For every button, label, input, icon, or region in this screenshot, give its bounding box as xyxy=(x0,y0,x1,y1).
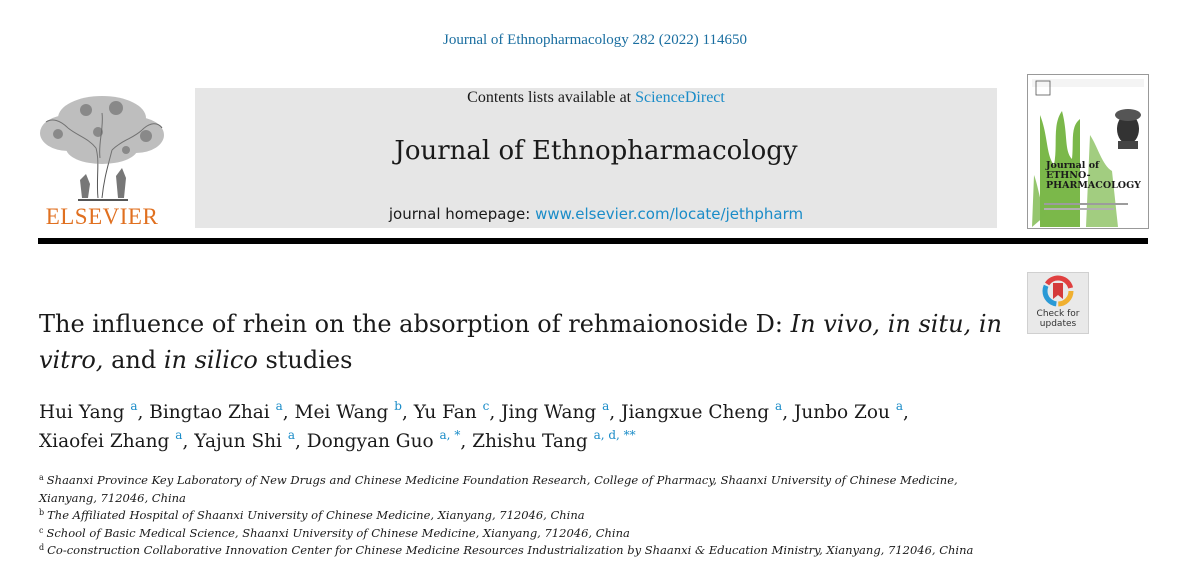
affiliation xyxy=(39,542,1019,560)
author-list: Hui Yang $^a$, Bingtao Zhai $^a$, Mei Wang $^b$, Yu Fan $^c$, Jing Wang $^a$, Jiangxue Cheng $^a$, Junbo Zou $^a$, Xiaofei Zhang $^a$, Yajun Shi $^a$, Dongyan Guo $^{a, *}$, Zhishu Tang $^{a, d, **}$ xyxy=(39,399,909,452)
author-affiliation-link[interactable]: a xyxy=(175,428,183,442)
affiliation xyxy=(39,525,1019,543)
journal-cover[interactable] xyxy=(1027,74,1149,229)
contents-prefix: Contents lists available at xyxy=(467,89,636,106)
tree-icon xyxy=(38,88,166,206)
author xyxy=(621,399,783,423)
sciencedirect-link[interactable]: ScienceDirect xyxy=(635,89,725,106)
author-affiliation-link[interactable]: a xyxy=(130,399,138,413)
journal-title[interactable]: Journal of Ethnopharmacology xyxy=(394,136,798,166)
title-part: in silico xyxy=(163,346,258,374)
homepage-line xyxy=(195,205,997,223)
affiliation-label: a xyxy=(39,473,44,482)
author-affiliation-link[interactable]: b xyxy=(394,399,402,413)
author xyxy=(39,428,183,452)
author-affiliation-link[interactable]: a xyxy=(287,428,296,442)
author-name[interactable]: Yu Fan xyxy=(413,402,477,423)
author-name[interactable]: Yajun Shi xyxy=(194,431,282,452)
author xyxy=(306,428,461,452)
author-name[interactable]: Bingtao Zhai xyxy=(149,402,270,423)
homepage-prefix: journal homepage: xyxy=(388,205,536,223)
cover-title: Journal of ETHNO- PHARMACOLOGY xyxy=(1046,160,1141,191)
check-for-updates-button[interactable] xyxy=(1027,272,1089,334)
author-name[interactable]: Jiangxue Cheng xyxy=(621,402,770,423)
author xyxy=(413,399,490,423)
elsevier-logo[interactable] xyxy=(38,88,166,230)
journal-header xyxy=(195,88,997,228)
title-part: in vitro, xyxy=(39,310,1002,374)
author xyxy=(194,428,296,452)
author-name[interactable]: Mei Wang xyxy=(294,402,389,423)
author-name[interactable]: Hui Yang xyxy=(39,402,125,423)
affiliation-text: Shaanxi Province Key Laboratory of New Drugs and Chinese Medicine Foundation Research, College of Pharmacy, Shaanxi University of Chinese Medicine, Xianyang, 712046, China xyxy=(39,473,958,505)
author-affiliation-link[interactable]: a xyxy=(275,399,283,413)
author-name[interactable]: Dongyan Guo xyxy=(306,431,434,452)
author-affiliation-link[interactable]: a xyxy=(602,399,610,413)
homepage-link[interactable]: www.elsevier.com/locate/jethpharm xyxy=(535,205,804,223)
affiliation-label: d xyxy=(39,543,45,552)
author-name[interactable]: Junbo Zou xyxy=(793,402,890,423)
check-updates-line-1: Check for xyxy=(1036,309,1080,319)
author-affiliation-link[interactable]: c xyxy=(482,399,490,413)
title-part: and xyxy=(103,346,164,374)
check-updates-label xyxy=(1028,309,1088,329)
author xyxy=(294,399,402,423)
title-part: In vivo, in situ, xyxy=(790,310,972,338)
affiliation-label: c xyxy=(39,525,44,535)
check-updates-icon xyxy=(1028,273,1088,309)
author-name[interactable]: Jing Wang xyxy=(501,402,597,423)
check-updates-line-2: updates xyxy=(1039,319,1077,329)
title-part: studies xyxy=(257,346,353,374)
author-name[interactable]: Xiaofei Zhang xyxy=(39,431,170,452)
author xyxy=(793,399,904,423)
author xyxy=(39,399,138,423)
cover-image-icon xyxy=(1028,75,1148,228)
contents-line xyxy=(195,89,997,107)
author-affiliation-link[interactable]: a xyxy=(775,399,783,413)
author-affiliation-link[interactable]: a, * xyxy=(439,428,461,442)
title-part: The influence of rhein on the absorption of rehmaionoside D: xyxy=(39,310,791,338)
publisher-name: ELSEVIER xyxy=(45,204,159,229)
author-affiliation-link[interactable]: a, d, ** xyxy=(593,428,636,442)
affiliation-text: Co-construction Collaborative Innovation Center for Chinese Medicine Resources Industrialization by Shaanxi & Education Ministry, Xianyang, 712046, China xyxy=(47,543,974,557)
header-rule xyxy=(38,238,1148,244)
author-name[interactable]: Zhishu Tang xyxy=(472,431,588,452)
author xyxy=(472,428,636,452)
journal-reference[interactable]: Journal of Ethnopharmacology 282 (2022) 114650 xyxy=(443,32,747,48)
affiliation-text: School of Basic Medical Science, Shaanxi University of Chinese Medicine, Xianyang, 712046, China xyxy=(46,525,630,540)
affiliation-label: b xyxy=(39,508,45,517)
affiliation xyxy=(39,507,1019,525)
affiliation-text: The Affiliated Hospital of Shaanxi University of Chinese Medicine, Xianyang, 712046, China xyxy=(47,508,585,522)
author-affiliation-link[interactable]: a xyxy=(895,399,904,413)
affiliation xyxy=(39,472,1019,507)
title-part xyxy=(971,310,979,338)
affiliation-list xyxy=(39,472,1019,560)
article-title xyxy=(39,306,1019,378)
author xyxy=(501,399,610,423)
author xyxy=(149,399,283,423)
